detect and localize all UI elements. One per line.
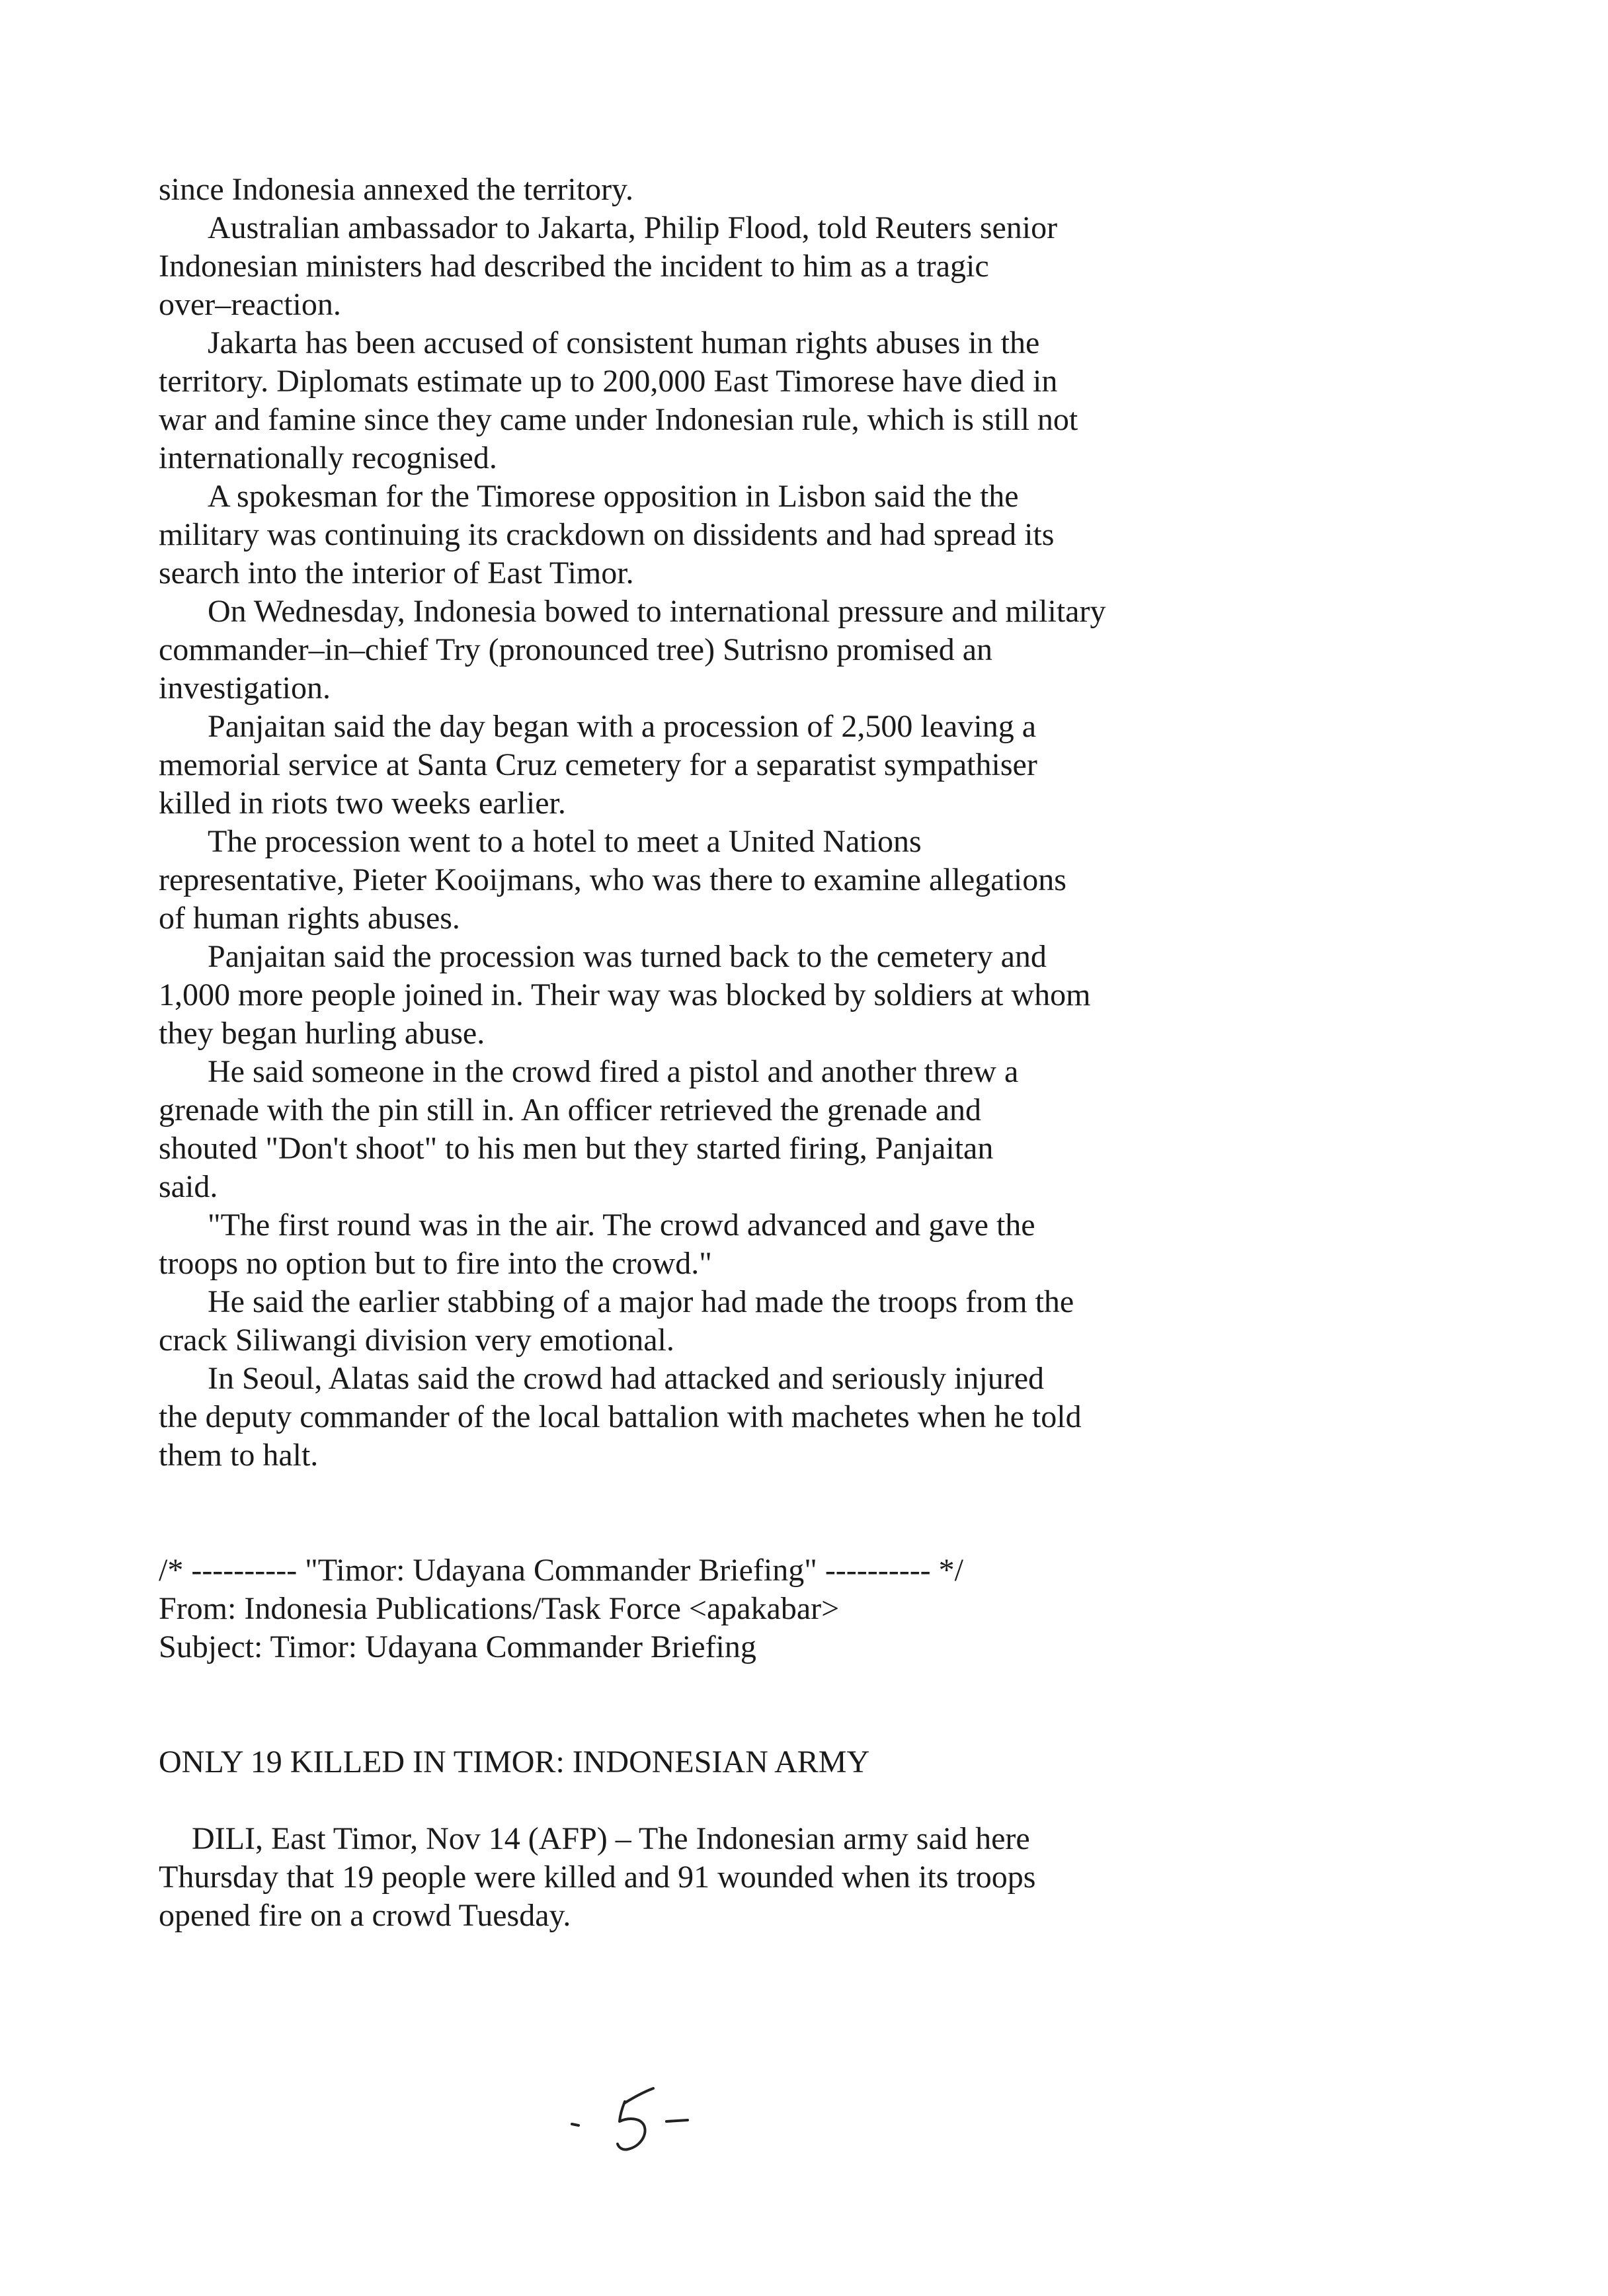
article-paragraph-9: He said someone in the crowd fired a pistol and another threw a grenade with the pin still in. An officer retrieved the grenade and shouted "Don't shoot" to his men but they started firing, Panjaitan said. (159, 1054, 1019, 1204)
article-paragraph-10: "The first round was in the air. The crowd advanced and gave the troops no option but to fire into the crowd." (159, 1208, 1035, 1281)
article-paragraph-6: Panjaitan said the day began with a procession of 2,500 leaving a memorial service at Santa Cruz cemetery for a separatist sympathiser killed in riots two weeks earlier. (159, 709, 1037, 821)
page-number-five-mark (562, 2083, 721, 2162)
message-separator-line: /* ---------- "Timor: Udayana Commander Briefing" ---------- */ (159, 1553, 963, 1588)
article-paragraph-11: He said the earlier stabbing of a major had made the troops from the crack Siliwangi division very emotional. (159, 1284, 1074, 1358)
article-paragraph-3: Jakarta has been accused of consistent human rights abuses in the territory. Diplomats estimate up to 200,000 East Timorese have died in war and famine since they came under Indonesian rule, which is still not internationally recognised. (159, 325, 1078, 475)
text-column (159, 171, 1402, 1935)
article-paragraph-8: Panjaitan said the procession was turned back to the cemetery and 1,000 more people joined in. Their way was blocked by soldiers at whom they began hurling abuse. (159, 939, 1091, 1051)
section-gap (159, 1475, 1402, 1551)
article-paragraph-12: In Seoul, Alatas said the crowd had attacked and seriously injured the deputy commander of the local battalion with machetes when he told them to halt. (159, 1361, 1082, 1473)
article-lead-paragraph: DILI, East Timor, Nov 14 (AFP) – The Indonesian army said here Thursday that 19 people were killed and 91 wounded when its troops opened fire on a crowd Tuesday. (159, 1821, 1036, 1933)
message-subject-line: Subject: Timor: Udayana Commander Briefing (159, 1629, 756, 1664)
article-paragraph-4: A spokesman for the Timorese opposition in Lisbon said the the military was continuing its crackdown on dissidents and had spread its search into the interior of East Timor. (159, 479, 1055, 591)
section-gap (159, 1666, 1402, 1743)
article-paragraph-5: On Wednesday, Indonesia bowed to international pressure and military commander–in–chief Try (pronounced tree) Sutrisno promised an investigation. (159, 594, 1106, 706)
handwritten-page-number (562, 2083, 721, 2162)
article-paragraph-7: The procession went to a hotel to meet a United Nations representative, Pieter Kooijmans, who was there to examine allegations of human rights abuses. (159, 824, 1066, 936)
article-paragraph-1: since Indonesia annexed the territory. (159, 172, 633, 207)
section-gap (159, 1782, 1402, 1820)
article-headline: ONLY 19 KILLED IN TIMOR: INDONESIAN ARMY (159, 1744, 870, 1780)
message-from-line: From: Indonesia Publications/Task Force <apakabar> (159, 1591, 840, 1626)
article-paragraph-2: Australian ambassador to Jakarta, Philip Flood, told Reuters senior Indonesian ministers had described the incident to him as a tragic over–reaction. (159, 210, 1058, 322)
message-header (159, 1551, 1402, 1666)
